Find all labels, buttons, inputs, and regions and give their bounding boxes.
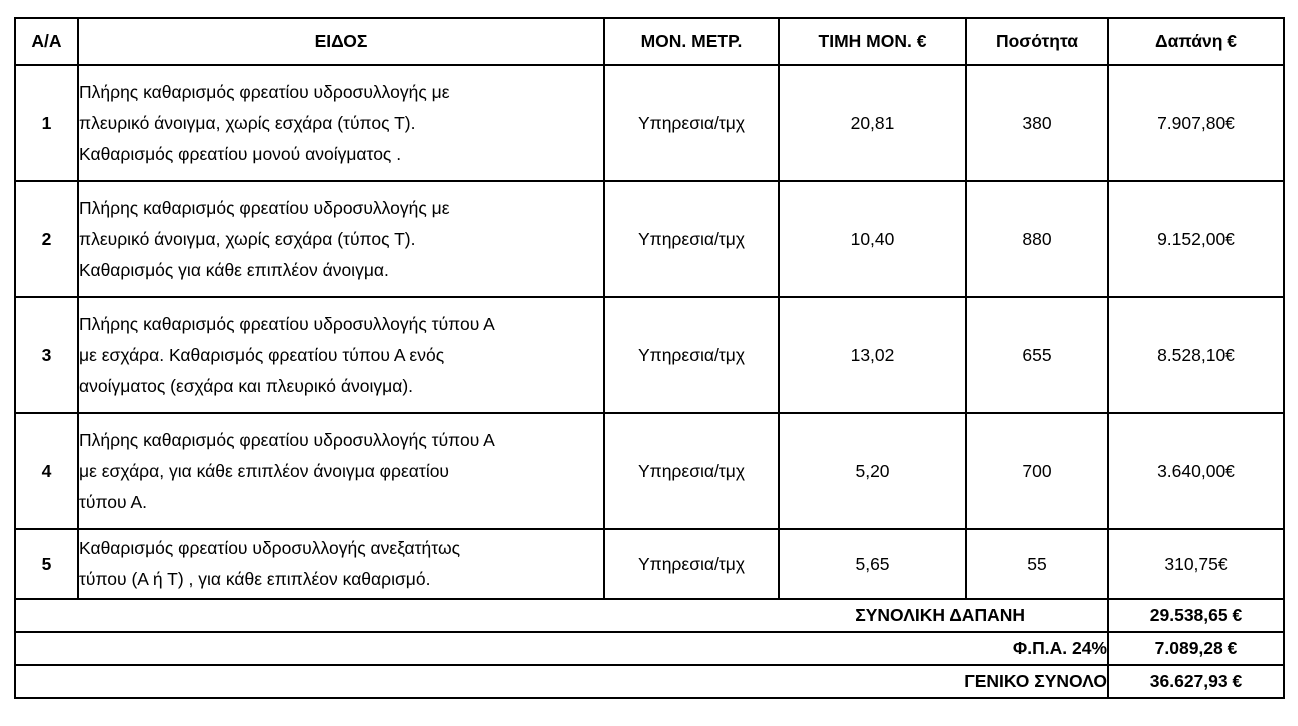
quantity-cell: 880 xyxy=(966,181,1108,297)
item-description xyxy=(78,65,604,181)
unit-price-cell: 20,81 xyxy=(779,65,966,181)
description-line: με εσχάρα. Καθαρισμός φρεατίου τύπου Α ενός xyxy=(79,344,445,365)
description-line: με εσχάρα, για κάθε επιπλέον άνοιγμα φρεατίου xyxy=(79,460,450,481)
quantity-cell: 55 xyxy=(966,529,1108,599)
description-line: Καθαρισμός φρεατίου μονού ανοίγματος . xyxy=(79,143,402,164)
header-quantity: Ποσότητα xyxy=(966,18,1108,65)
row-number: 2 xyxy=(15,181,78,297)
subtotal-label: ΣΥΝΟΛΙΚΗ ΔΑΠΑΝΗ xyxy=(15,599,1108,632)
quantity-cell: 655 xyxy=(966,297,1108,413)
header-cost: Δαπάνη € xyxy=(1108,18,1284,65)
budget-table xyxy=(14,17,1285,699)
cost-cell: 7.907,80€ xyxy=(1108,65,1284,181)
vat-label: Φ.Π.Α. 24% xyxy=(15,632,1108,665)
unit-cell: Υπηρεσια/τμχ xyxy=(604,181,779,297)
row-number: 3 xyxy=(15,297,78,413)
row-number: 1 xyxy=(15,65,78,181)
grand-total-value: 36.627,93 € xyxy=(1108,665,1284,698)
subtotal-row xyxy=(15,599,1284,632)
description-line: Πλήρης καθαρισμός φρεατίου υδροσυλλογής με xyxy=(79,81,450,102)
header-unit-price: ΤΙΜΗ ΜΟΝ. € xyxy=(779,18,966,65)
table-row xyxy=(15,65,1284,181)
description-line: Πλήρης καθαρισμός φρεατίου υδροσυλλογής τύπου Α xyxy=(79,313,495,334)
header-aa: Α/Α xyxy=(15,18,78,65)
table-row xyxy=(15,413,1284,529)
item-description xyxy=(78,529,604,599)
table-row xyxy=(15,181,1284,297)
row-number: 4 xyxy=(15,413,78,529)
header-unit: ΜΟΝ. ΜΕΤΡ. xyxy=(604,18,779,65)
unit-price-cell: 10,40 xyxy=(779,181,966,297)
description-line: Πλήρης καθαρισμός φρεατίου υδροσυλλογής τύπου Α xyxy=(79,429,495,450)
vat-value: 7.089,28 € xyxy=(1108,632,1284,665)
header-row xyxy=(15,18,1284,65)
row-number: 5 xyxy=(15,529,78,599)
unit-cell: Υπηρεσια/τμχ xyxy=(604,297,779,413)
description-line: τύπου Α. xyxy=(79,491,148,512)
item-description xyxy=(78,413,604,529)
description-line: Καθαρισμός για κάθε επιπλέον άνοιγμα. xyxy=(79,259,389,280)
item-description xyxy=(78,297,604,413)
grand-total-label: ΓΕΝΙΚΟ ΣΥΝΟΛΟ xyxy=(15,665,1108,698)
unit-cell: Υπηρεσια/τμχ xyxy=(604,413,779,529)
unit-price-cell: 13,02 xyxy=(779,297,966,413)
unit-cell: Υπηρεσια/τμχ xyxy=(604,65,779,181)
grand-total-row xyxy=(15,665,1284,698)
description-line: Πλήρης καθαρισμός φρεατίου υδροσυλλογής με xyxy=(79,197,450,218)
description-line: πλευρικό άνοιγμα, χωρίς εσχάρα (τύπος Τ). xyxy=(79,228,416,249)
subtotal-value: 29.538,65 € xyxy=(1108,599,1284,632)
cost-cell: 3.640,00€ xyxy=(1108,413,1284,529)
description-line: ανοίγματος (εσχάρα και πλευρικό άνοιγμα). xyxy=(79,375,414,396)
unit-price-cell: 5,65 xyxy=(779,529,966,599)
cost-cell: 310,75€ xyxy=(1108,529,1284,599)
vat-row xyxy=(15,632,1284,665)
unit-price-cell: 5,20 xyxy=(779,413,966,529)
unit-cell: Υπηρεσια/τμχ xyxy=(604,529,779,599)
table-row xyxy=(15,297,1284,413)
description-line: τύπου (Α ή Τ) , για κάθε επιπλέον καθαρισμό. xyxy=(79,569,431,589)
header-item: ΕΙΔΟΣ xyxy=(78,18,604,65)
quantity-cell: 380 xyxy=(966,65,1108,181)
cost-cell: 9.152,00€ xyxy=(1108,181,1284,297)
description-line: πλευρικό άνοιγμα, χωρίς εσχάρα (τύπος Τ). xyxy=(79,112,416,133)
cost-cell: 8.528,10€ xyxy=(1108,297,1284,413)
description-line: Καθαρισμός φρεατίου υδροσυλλογής ανεξατήτως xyxy=(79,538,461,558)
table-row xyxy=(15,529,1284,599)
quantity-cell: 700 xyxy=(966,413,1108,529)
item-description xyxy=(78,181,604,297)
